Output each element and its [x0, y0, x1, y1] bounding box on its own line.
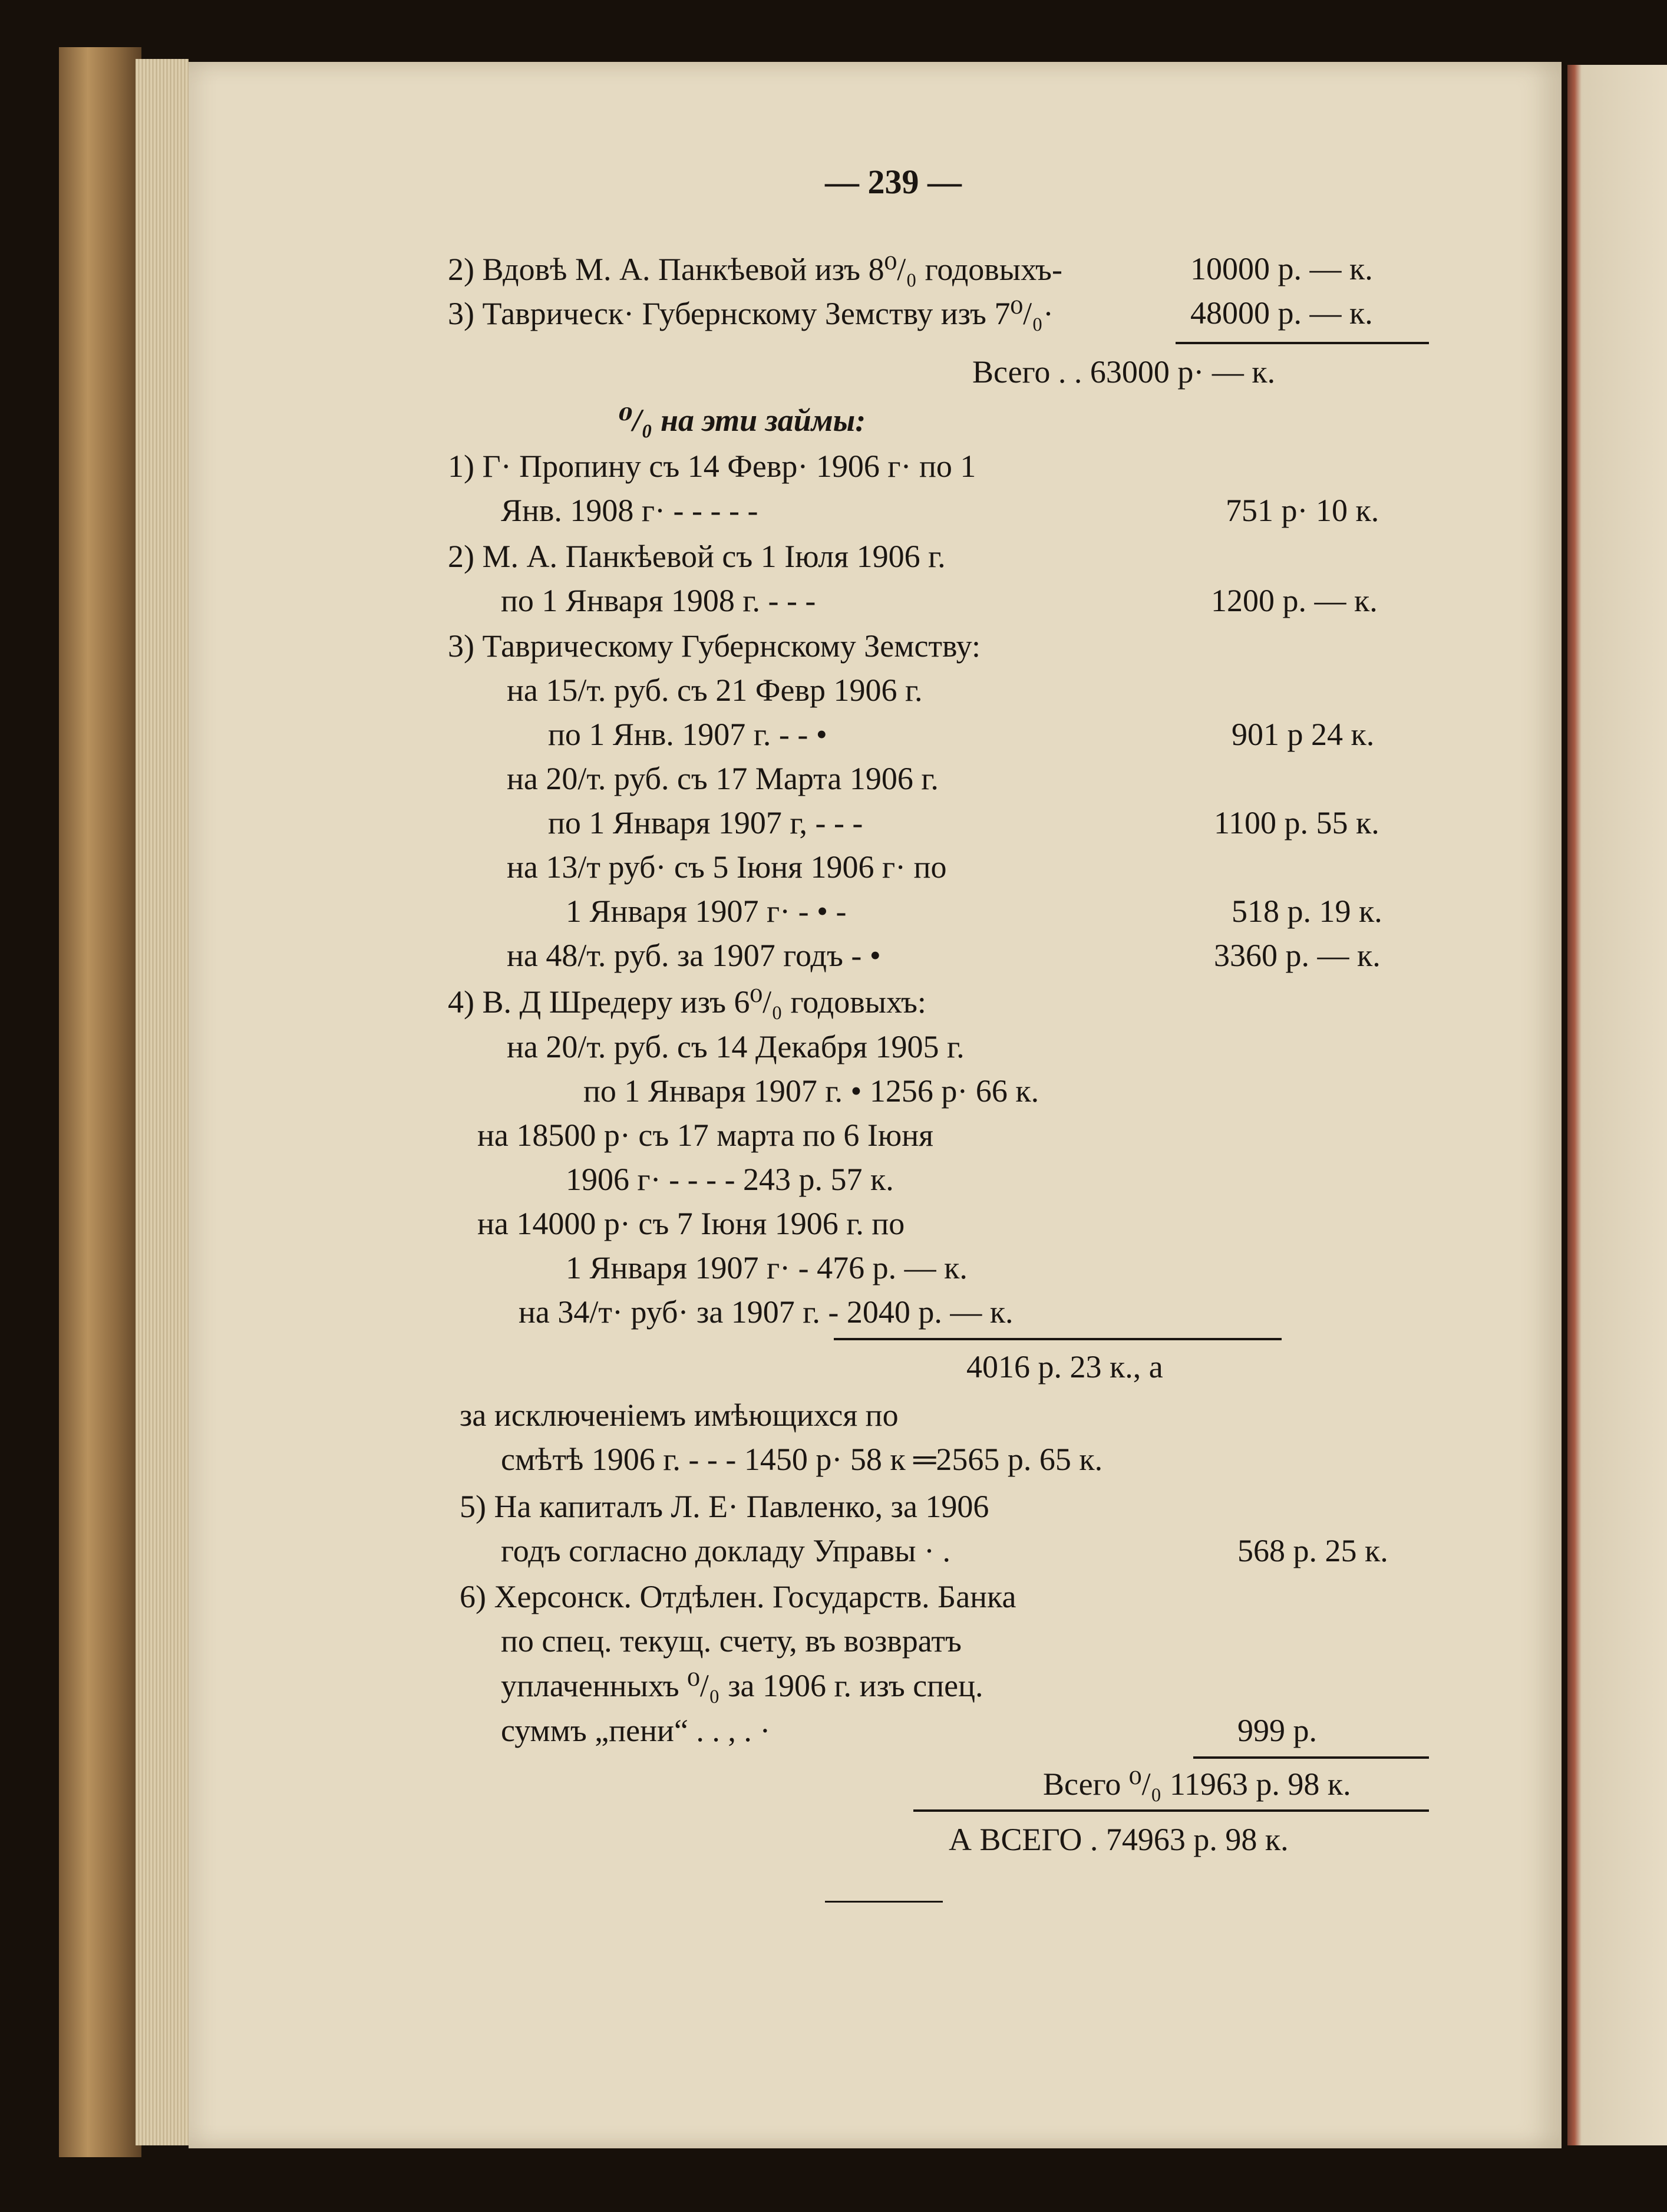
line-item-4b: на 18500 р· съ 17 марта по 6 Іюня [477, 1117, 933, 1153]
total-rule-2 [1193, 1756, 1429, 1759]
line-item-3: 3) Таврическому Губернскому Земству: [448, 628, 981, 664]
subtotal-rule [834, 1338, 1282, 1340]
line-zemstvo-loan: 3) Таврическ· Губернскому Земству изъ 7⁰/₀· [448, 296, 1054, 331]
amount-item-3c: 518 р. 19 к. [1232, 894, 1382, 929]
amount-item-5: 568 р. 25 к. [1237, 1533, 1388, 1568]
amount-item-6: 999 р. [1237, 1713, 1317, 1748]
line-item-5: 5) На капиталъ Л. Е· Павленко, за 1906 [460, 1489, 989, 1524]
book-spine [59, 47, 141, 2157]
total-rule-1 [1176, 342, 1429, 344]
line-item-6-cont2: уплаченныхъ ⁰/₀ за 1906 г. изъ спец. [501, 1668, 983, 1703]
page-number: — 239 — [825, 163, 962, 201]
line-item-3a: на 15/т. руб. съ 21 Февр 1906 г. [507, 672, 923, 708]
amount-item-1: 751 р· 10 к. [1226, 493, 1379, 528]
line-item-4d: на 34/т· руб· за 1907 г. - 2040 р. — к. [519, 1294, 1014, 1330]
amount-item-3b: 1100 р. 55 к. [1214, 805, 1379, 840]
subtotal-item-4: 4016 р. 23 к., а [966, 1349, 1163, 1384]
closing-rule [825, 1901, 943, 1903]
grand-total-rule [913, 1809, 1429, 1812]
line-item-4b-cont: 1906 г· - - - - 243 р. 57 к. [566, 1162, 894, 1197]
line-item-6-cont3: суммъ „пени“ . . , . · [501, 1713, 771, 1748]
line-item-3c: на 13/т руб· съ 5 Іюня 1906 г· по [507, 849, 947, 885]
line-item-6-cont1: по спец. текущ. счету, въ возвратъ [501, 1623, 962, 1659]
line-item-3a-cont: по 1 Янв. 1907 г. - - • [548, 717, 827, 752]
line-item-4c-cont: 1 Января 1907 г· - 476 р. — к. [566, 1250, 968, 1285]
amount-item-3a: 901 р 24 к. [1232, 717, 1375, 752]
section-heading-interest: ⁰/₀ на эти займы: [619, 403, 866, 438]
amount-zemstvo-loan: 48000 р. — к. [1190, 295, 1373, 331]
line-item-1-cont: Янв. 1908 г· - - - - - [501, 493, 758, 528]
line-item-4a: на 20/т. руб. съ 14 Декабря 1905 г. [507, 1029, 965, 1064]
line-item-4a-cont: по 1 Января 1907 г. • 1256 р· 66 к. [583, 1073, 1039, 1109]
line-item-2-cont: по 1 Января 1908 г. - - - [501, 583, 816, 618]
line-item-4-exclusion: за исключеніемъ имѣющихся по [460, 1397, 899, 1433]
line-item-1: 1) Г· Пропину съ 14 Февр· 1906 г· по 1 [448, 449, 976, 484]
page-edges [136, 59, 189, 2145]
line-item-6: 6) Херсонск. Отдѣлен. Государств. Банка [460, 1579, 1016, 1614]
line-item-3b: на 20/т. руб. съ 17 Марта 1906 г. [507, 761, 939, 796]
amount-widow-loan: 10000 р. — к. [1190, 251, 1373, 286]
line-item-4-exclusion-cont: смѣтѣ 1906 г. - - - 1450 р· 58 к ═2565 р. 65 к. [501, 1442, 1103, 1477]
line-item-3c-cont: 1 Января 1907 г· - • - [566, 894, 847, 929]
adjacent-page-edge [1567, 65, 1667, 2145]
line-item-2: 2) М. А. Панкѣевой съ 1 Іюля 1906 г. [448, 539, 946, 574]
line-item-5-cont: годъ согласно докладу Управы · . [501, 1533, 951, 1568]
line-item-3b-cont: по 1 Января 1907 г, - - - [548, 805, 863, 840]
book-page [189, 62, 1562, 2148]
line-item-4c: на 14000 р· съ 7 Іюня 1906 г. по [477, 1206, 905, 1241]
line-item-4: 4) В. Д Шредеру изъ 6⁰/₀ годовыхъ: [448, 984, 926, 1020]
amount-item-2: 1200 р. — к. [1211, 583, 1378, 618]
line-item-3d: на 48/т. руб. за 1907 годъ - • [507, 938, 881, 973]
grand-total: А ВСЕГО . 74963 р. 98 к. [949, 1822, 1289, 1857]
total-loans: Всего . . 63000 р· — к. [972, 354, 1276, 390]
line-widow-loan: 2) Вдовѣ М. А. Панкѣевой изъ 8⁰/₀ годовыхъ- [448, 252, 1062, 287]
amount-item-3d: 3360 р. — к. [1214, 938, 1381, 973]
total-interest: Всего ⁰/₀ 11963 р. 98 к. [1043, 1766, 1351, 1802]
